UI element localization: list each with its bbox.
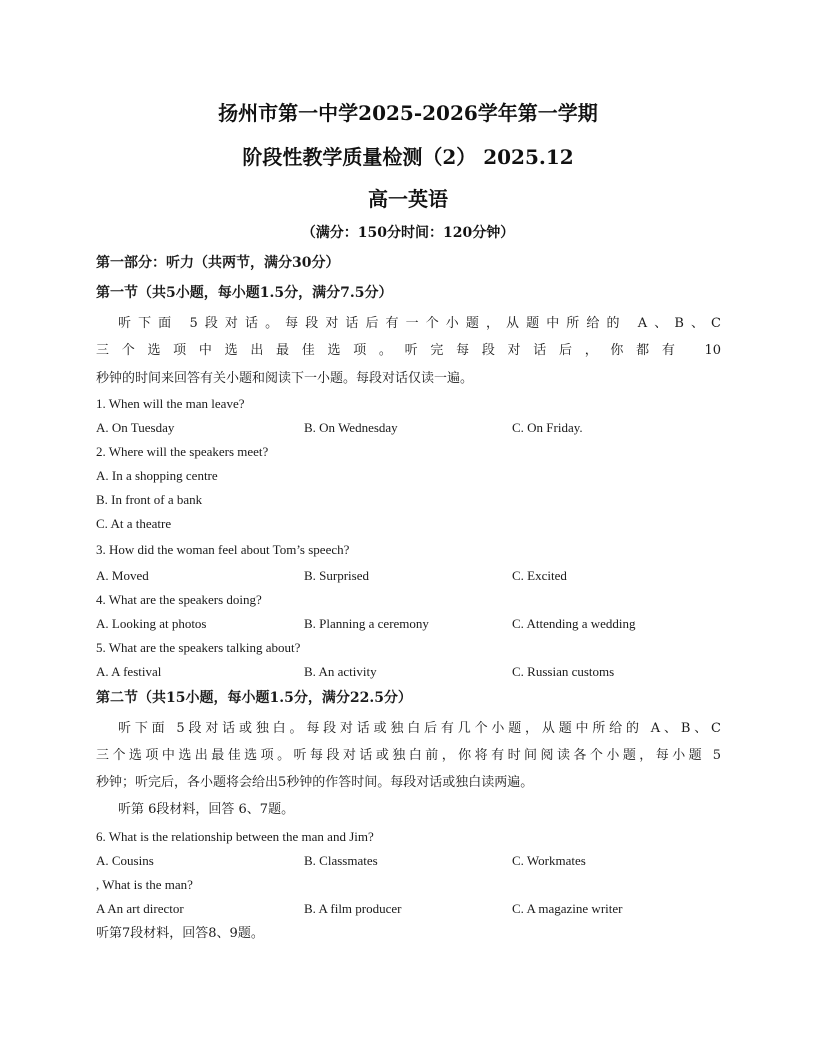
exam-subject: 高一英语 [368, 187, 448, 211]
question-4-option-b: B. Planning a ceremony [304, 616, 429, 631]
question-3-option-a: A. Moved [96, 568, 149, 583]
exam-title-test: 阶段性教学质量检测（2） 2025.12 [242, 145, 574, 169]
question-2-stem: 2. Where will the speakers meet? [96, 444, 269, 459]
question-2-option-c: C. At a theatre [96, 516, 172, 531]
question-1-stem: 1. When will the man leave? [96, 396, 245, 411]
section1-instruction-line1: 听下面 5段对话。每段对话后有一个小题，从题中所给的 A、B、C [118, 316, 721, 331]
exam-meta: （满分：150分时间：120分钟） [301, 225, 515, 241]
question-3-option-c: C. Excited [512, 568, 567, 583]
question-7-option-a: A An art director [96, 901, 184, 916]
question-1-option-c: C. On Friday. [512, 420, 583, 435]
material-7-note: 听第7段材料，回答8、9题。 [96, 926, 264, 941]
question-6-option-c: C. Workmates [512, 853, 586, 868]
question-6-stem: 6. What is the relationship between the man and Jim? [96, 829, 374, 844]
question-5-option-c: C. Russian customs [512, 664, 615, 679]
question-7-stem: , What is the man? [96, 877, 193, 892]
part1-title: 第一部分：听力（共两节，满分30分） [96, 255, 340, 271]
material-6-note: 听第 6段材料，回答 6、7题。 [118, 802, 295, 817]
question-6-option-b: B. Classmates [304, 853, 378, 868]
section1-title: 第一节（共5小题，每小题1.5分，满分7.5分） [96, 285, 393, 301]
question-1-option-b: B. On Wednesday [304, 420, 398, 435]
section1-instruction-line3: 秒钟的时间来回答有关小题和阅读下一小题。每段对话仅读一遍。 [96, 371, 474, 386]
question-3-option-b: B. Surprised [304, 568, 369, 583]
question-5-option-a: A. A festival [96, 664, 162, 679]
section2-instruction-line2: 三个选项中选出最佳选项。听每段对话或独白前，你将有时间阅读各个小题，每小题 5 [96, 748, 721, 763]
section2-title: 第二节（共15小题，每小题1.5分，满分22.5分） [96, 690, 412, 706]
question-2-option-a: A. In a shopping centre [96, 468, 218, 483]
question-5-stem: 5. What are the speakers talking about? [96, 640, 301, 655]
question-1-option-a: A. On Tuesday [96, 420, 175, 435]
section2-instruction-line3: 秒钟；听完后，各小题将会给出5秒钟的作答时间。每段对话或独白读两遍。 [96, 775, 534, 790]
question-7-option-c: C. A magazine writer [512, 901, 623, 916]
question-2-option-b: B. In front of a bank [96, 492, 203, 507]
question-6-option-a: A. Cousins [96, 853, 154, 868]
exam-title-school: 扬州市第一中学2025-2026学年第一学期 [218, 101, 598, 125]
question-7-option-b: B. A film producer [304, 901, 402, 916]
question-4-option-a: A. Looking at photos [96, 616, 207, 631]
question-4-stem: 4. What are the speakers doing? [96, 592, 262, 607]
section2-instruction-line1: 听下面 5段对话或独白。每段对话或独白后有几个小题，从题中所给的 A、B、C [118, 721, 721, 736]
question-4-option-c: C. Attending a wedding [512, 616, 636, 631]
question-5-option-b: B. An activity [304, 664, 377, 679]
question-3-stem: 3. How did the woman feel about Tom’s speech? [96, 542, 350, 557]
section1-instruction-line2: 三个选项中选出最佳选项。听完每段对话后，你都有 10 [96, 343, 721, 358]
